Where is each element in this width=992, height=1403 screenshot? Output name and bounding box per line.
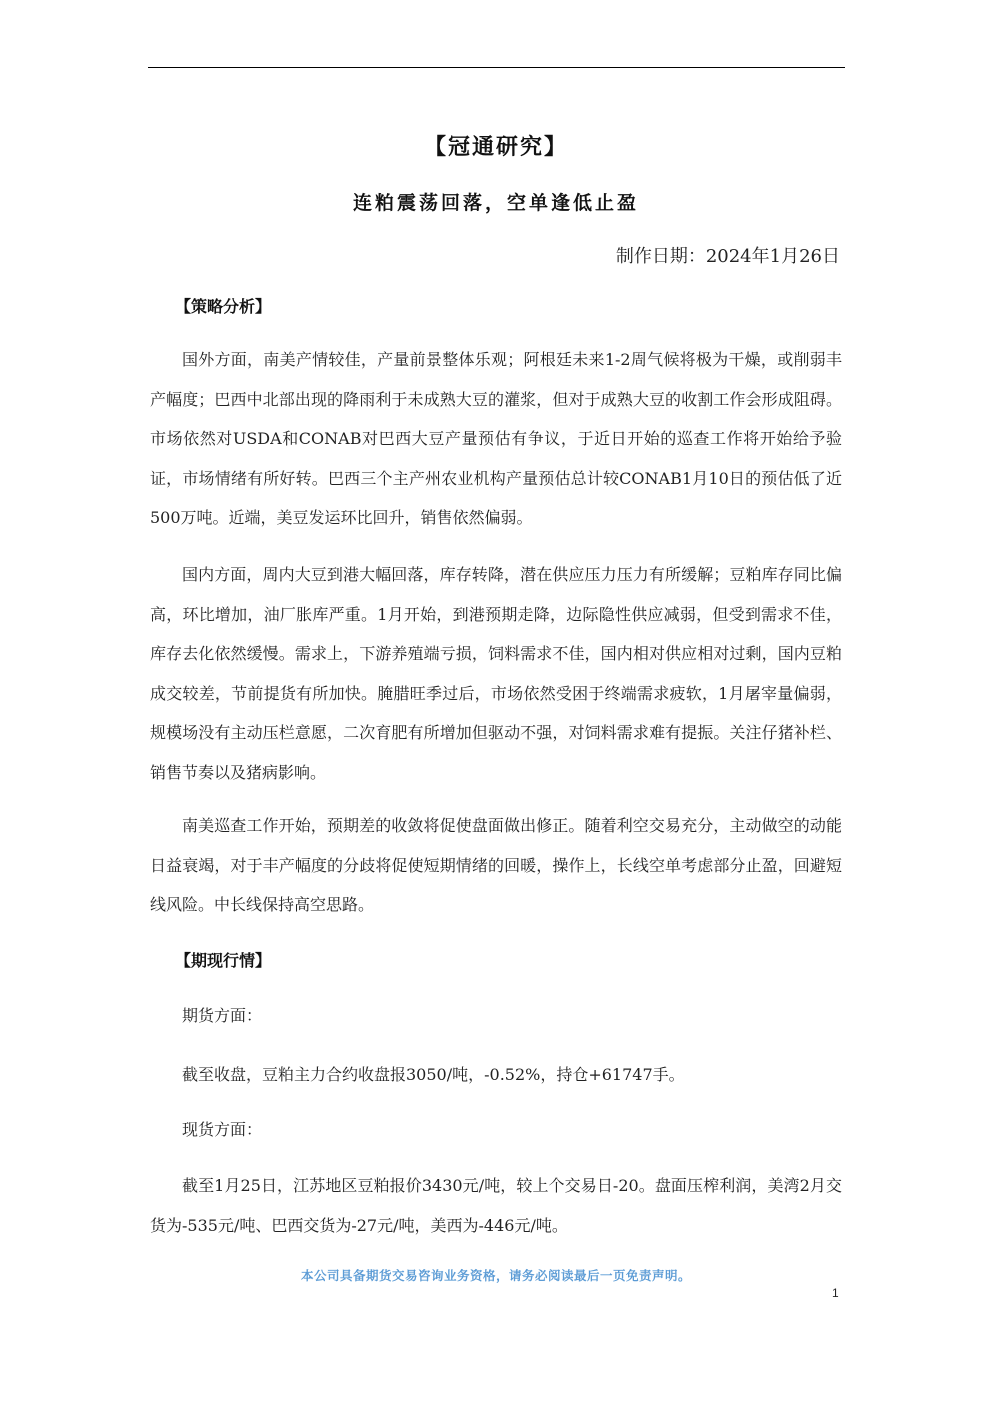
- strategy-heading: 【策略分析】: [175, 297, 272, 316]
- futures-label: 期货方面：: [182, 1006, 263, 1025]
- strategy-paragraph-outlook: 南美巡查工作开始，预期差的收敛将促使盘面做出修正。随着利空交易充分，主动做空的动能日益衰竭，对于丰产幅度的分歧将促使短期情绪的回暖，操作上，长线空单考虑部分止盈，回避短线风险。中长线保持高空思路。: [150, 816, 842, 914]
- futures-text: 截至收盘，豆粕主力合约收盘报3050/吨，-0.52%，持仓+61747手。: [182, 1065, 685, 1084]
- spot-label: 现货方面：: [182, 1120, 263, 1139]
- page-number: 1: [832, 1286, 839, 1300]
- brand-title: 【冠通研究】: [423, 134, 568, 160]
- report-date: 制作日期：2024年1月26日: [615, 246, 840, 267]
- market-heading: 【期现行情】: [175, 951, 272, 970]
- strategy-paragraph-overseas: 国外方面，南美产情较佳，产量前景整体乐观；阿根廷未来1-2周气候将极为干燥，或削弱丰产幅度；巴西中北部出现的降雨利于未成熟大豆的灌浆，但对于成熟大豆的收割工作会形成阻碍。市场依然对USDA和CONAB对巴西大豆产量预估有争议，于近日开始的巡查工作将开始给予验证，市场情绪有所好转。巴西三个主产州农业机构产量预估总计较CONAB1月10日的预估低了近500万吨。近端，美豆发运环比回升，销售依然偏弱。: [150, 350, 842, 527]
- strategy-paragraph-domestic: 国内方面，周内大豆到港大幅回落，库存转降，潜在供应压力压力有所缓解；豆粕库存同比偏高，环比增加，油厂胀库严重。1月开始，到港预期走降，边际隐性供应减弱，但受到需求不佳，库存去化依然缓慢。需求上，下游养殖端亏损，饲料需求不佳，国内相对供应相对过剩，国内豆粕成交较差，节前提货有所加快。腌腊旺季过后，市场依然受困于终端需求疲软，1月屠宰量偏弱，规模场没有主动压栏意愿，二次育肥有所增加但驱动不强，对饲料需求难有提振。关注仔猪补栏、销售节奏以及猪病影响。: [150, 565, 842, 782]
- report-headline: 连粕震荡回落，空单逢低止盈: [352, 192, 639, 214]
- footer-disclaimer: 本公司具备期货交易咨询业务资格，请务必阅读最后一页免责声明。: [300, 1268, 691, 1283]
- spot-text: 截至1月25日，江苏地区豆粕报价3430元/吨，较上个交易日-20。盘面压榨利润，美湾2月交货为-535元/吨、巴西交货为-27元/吨，美西为-446元/吨。: [150, 1176, 842, 1235]
- header-rule: [148, 67, 845, 68]
